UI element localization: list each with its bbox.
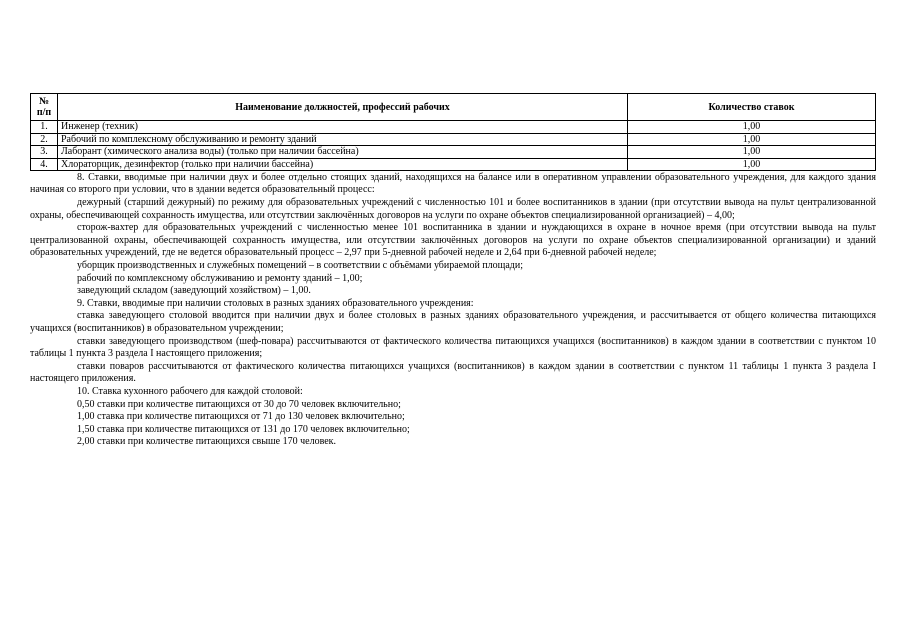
row-qty: 1,00 bbox=[628, 133, 876, 146]
paragraph-10-intro: 10. Ставка кухонного рабочего для каждой столовой: bbox=[77, 385, 303, 397]
body-text bbox=[30, 172, 876, 449]
document-page bbox=[30, 93, 876, 449]
table-row bbox=[31, 158, 876, 171]
table-row bbox=[31, 121, 876, 134]
paragraph-duty-officer: дежурный (старший дежурный) по режиму для образовательных учреждений с численностью 101 и более воспитанников в здании (при отсутствии вывода на пульт централизованной охраны, обеспечивающей сохранность имущества, или отсутствии заключённых договоров на услуги по охране объектов специализированной организацией) – 4,00; bbox=[30, 197, 876, 221]
row-name: Инженер (техник) bbox=[58, 121, 628, 134]
staff-table bbox=[30, 93, 876, 171]
header-qty: Количество ставок bbox=[628, 94, 876, 121]
paragraph-cooks: ставки поваров рассчитываются от фактического количества питающихся учащихся (воспитанников) в каждом здании в соответствии с пунктом 11 таблицы 1 пункта 3 раздела I настоящего приложения. bbox=[30, 360, 876, 385]
row-num: 1. bbox=[31, 121, 58, 134]
paragraph-kitchen-rate-2: 1,00 ставка при количестве питающихся от 71 до 130 человек включительно; bbox=[77, 411, 405, 423]
row-name: Хлораторщик, дезинфектор (только при наличии бассейна) bbox=[58, 158, 628, 171]
row-name: Рабочий по комплексному обслуживанию и ремонту зданий bbox=[58, 133, 628, 146]
paragraph-kitchen-rate-3: 1,50 ставка при количестве питающихся от 131 до 170 человек включительно; bbox=[77, 423, 410, 435]
paragraph-8-intro: 8. Ставки, вводимые при наличии двух и более отдельно стоящих зданий, находящихся на балансе или в оперативном управлении образовательного учреждения, для каждого здания начиная со второго при условии, что в здании ведется образовательный процесс: bbox=[30, 171, 876, 196]
row-name: Лаборант (химического анализа воды) (только при наличии бассейна) bbox=[58, 146, 628, 159]
row-num: 3. bbox=[31, 146, 58, 159]
table-row bbox=[31, 146, 876, 159]
row-qty: 1,00 bbox=[628, 146, 876, 159]
paragraph-warehouse-manager: заведующий складом (заведующий хозяйством) – 1,00. bbox=[77, 285, 311, 297]
paragraph-watchman: сторож-вахтер для образовательных учреждений с численностью менее 101 воспитанника в здании и нуждающихся в охране в ночное время (при отсутствии вывода на пульт централизованной охраны, обеспечивающей сохранность имущества, или отсутствии заключённых договоров на услуги по охране объектов специализированной организации) и зданий образовательных учреждений, где не ведется образовательный процесс – 2,97 при 5-дневной рабочей неделе и 2,64 при 6-дневной рабочей неделе; bbox=[30, 222, 876, 259]
paragraph-cleaner: уборщик производственных и служебных помещений – в соответствии с объёмами убираемой площади; bbox=[77, 260, 524, 272]
table-header-row bbox=[31, 94, 876, 121]
paragraph-9-intro: 9. Ставки, вводимые при наличии столовых в разных зданиях образовательного учреждения: bbox=[77, 297, 474, 309]
table-row bbox=[31, 133, 876, 146]
row-qty: 1,00 bbox=[628, 121, 876, 134]
header-name: Наименование должностей, профессий рабочих bbox=[58, 94, 628, 121]
paragraph-kitchen-rate-1: 0,50 ставки при количестве питающихся от 30 до 70 человек включительно; bbox=[77, 398, 401, 410]
paragraph-kitchen-rate-4: 2,00 ставки при количестве питающихся свыше 170 человек. bbox=[77, 436, 337, 448]
paragraph-maintenance-worker: рабочий по комплексному обслуживанию и ремонту зданий – 1,00; bbox=[77, 272, 363, 284]
row-num: 2. bbox=[31, 133, 58, 146]
row-num: 4. bbox=[31, 158, 58, 171]
row-qty: 1,00 bbox=[628, 158, 876, 171]
paragraph-chef: ставки заведующего производством (шеф-повара) рассчитываются от фактического количества питающихся учащихся (воспитанников) в каждом здании в соответствии с пунктом 10 таблицы 1 пункта 3 раздела I настоящего приложения; bbox=[30, 335, 876, 360]
header-num: № п/п bbox=[31, 94, 58, 121]
paragraph-canteen-manager: ставка заведующего столовой вводится при наличии двух и более столовых в разных зданиях образовательного учреждения, и рассчитывается от общего количества питающихся учащихся (воспитанников) в образовательном учреждении; bbox=[30, 310, 876, 334]
